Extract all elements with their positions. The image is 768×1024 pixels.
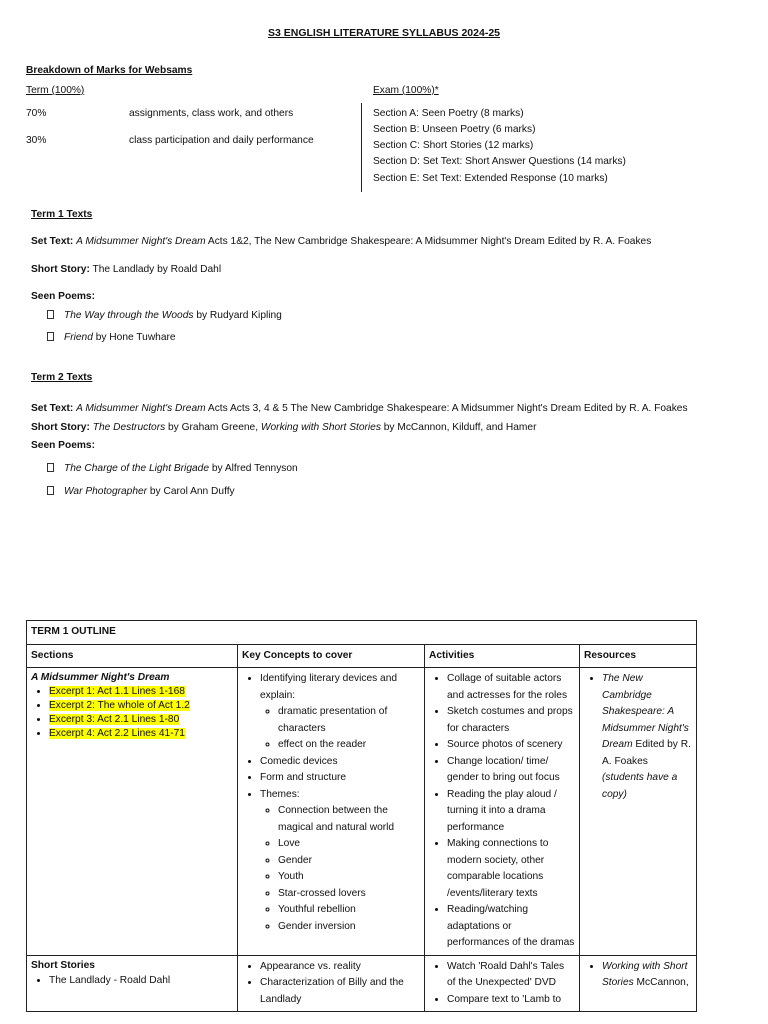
table-header-row bbox=[27, 644, 697, 668]
sections-cell bbox=[27, 955, 238, 1012]
poem-title: Friend bbox=[64, 332, 93, 343]
list-item: ◦ Gender inversion bbox=[278, 919, 420, 936]
term1-poem-1 bbox=[47, 310, 282, 323]
poem-author: by Alfred Tennyson bbox=[208, 463, 298, 474]
term1-set-text bbox=[31, 236, 651, 249]
list-item: • Excerpt 2: The whole of Act 1.2 bbox=[49, 699, 233, 713]
list-item: • Identifying literary devices and explain: ◦ dramatic presentation of characters ◦ effect on the reader bbox=[260, 671, 420, 754]
term2-poem-1 bbox=[47, 463, 298, 476]
list-item: • Comedic devices bbox=[260, 754, 420, 771]
list-item: • Sketch costumes and props for characters bbox=[447, 704, 575, 737]
resources-cell bbox=[580, 955, 697, 1012]
poem-title: The Way through the Woods bbox=[64, 310, 194, 321]
list-item: • Source photos of scenery bbox=[447, 737, 575, 754]
header-activities: Activities bbox=[425, 644, 580, 668]
exam-row-a: Section A: Seen Poetry (8 marks) bbox=[373, 108, 524, 119]
term2-short-story bbox=[31, 422, 536, 435]
term2-set-text bbox=[31, 403, 688, 416]
concepts-list bbox=[242, 671, 420, 935]
term-desc-2: class participation and daily performance bbox=[129, 135, 314, 146]
list-item: • Compare text to 'Lamb to bbox=[447, 992, 575, 1009]
section-title: Short Stories bbox=[31, 959, 95, 971]
header-resources: Resources bbox=[580, 644, 697, 668]
table-row bbox=[27, 668, 697, 956]
poem-author: by Hone Tuwhare bbox=[92, 332, 176, 343]
short-story-title-2: Working with Short Stories bbox=[260, 422, 381, 433]
list-item: • Change location/ time/ gender to bring out focus bbox=[447, 754, 575, 787]
list-item: ◦ Youth bbox=[278, 869, 420, 886]
poem-title: The Charge of the Light Brigade bbox=[64, 463, 209, 474]
short-story-title-1: The Destructors bbox=[92, 422, 166, 433]
list-item: ◦ effect on the reader bbox=[278, 737, 420, 754]
term-pct-2: 30% bbox=[26, 135, 47, 146]
resources-list bbox=[584, 959, 692, 992]
exam-heading: Exam (100%)* bbox=[373, 85, 439, 96]
set-text-title: A Midsummer Night's Dream bbox=[76, 236, 206, 247]
activities-list bbox=[429, 671, 575, 952]
activities-cell bbox=[425, 955, 580, 1012]
list-item: • Working with Short Stories McCannon, bbox=[602, 959, 692, 992]
header-key-concepts: Key Concepts to cover bbox=[238, 644, 425, 668]
term2-seen-poems-label: Seen Poems: bbox=[31, 440, 95, 451]
list-item: • Making connections to modern society, other comparable locations /events/literary texts bbox=[447, 836, 575, 902]
stories-list bbox=[31, 973, 233, 990]
list-item: ◦ Gender bbox=[278, 853, 420, 870]
list-item: • The Landlady - Roald Dahl bbox=[49, 973, 233, 990]
list-item: ◦ Star-crossed lovers bbox=[278, 886, 420, 903]
short-story-label: Short Story: bbox=[31, 422, 90, 433]
set-text-rest: Acts Acts 3, 4 & 5 The New Cambridge Shakespeare: A Midsummer Night's Dream Edited by R. A. Foakes bbox=[205, 403, 688, 414]
set-text-rest: Acts 1&2, The New Cambridge Shakespeare: A Midsummer Night's Dream Edited by R. A. Foakes bbox=[205, 236, 652, 247]
term1-seen-poems-label: Seen Poems: bbox=[31, 291, 95, 302]
term2-poem-2 bbox=[47, 486, 235, 499]
exam-row-d: Section D: Set Text: Short Answer Questions (14 marks) bbox=[373, 156, 626, 167]
poem-author: by Rudyard Kipling bbox=[193, 310, 282, 321]
term2-heading: Term 2 Texts bbox=[31, 372, 93, 383]
list-item: • Form and structure bbox=[260, 770, 420, 787]
list-item: • The New Cambridge Shakespeare: A Midsummer Night's Dream Edited by R. A. Foakes (students have a copy) bbox=[602, 671, 692, 803]
marks-heading: Breakdown of Marks for Websams bbox=[26, 65, 193, 76]
term-heading: Term (100%) bbox=[26, 85, 85, 96]
exam-row-b: Section B: Unseen Poetry (6 marks) bbox=[373, 124, 536, 135]
exam-row-c: Section C: Short Stories (12 marks) bbox=[373, 140, 534, 151]
set-text-label: Set Text: bbox=[31, 236, 74, 247]
list-item: • Excerpt 4: Act 2.2 Lines 41-71 bbox=[49, 727, 233, 741]
table-title-row bbox=[27, 621, 697, 645]
poem-author: by Carol Ann Duffy bbox=[147, 486, 235, 497]
section-title: A Midsummer Night's Dream bbox=[31, 672, 170, 683]
divider bbox=[361, 103, 362, 192]
table-title: TERM 1 OUTLINE bbox=[27, 621, 697, 645]
checkbox-icon bbox=[47, 310, 54, 319]
set-text-label: Set Text: bbox=[31, 403, 74, 414]
list-item: • Reading the play aloud / turning it into a drama performance bbox=[447, 787, 575, 837]
list-item: • Reading/watching adaptations or performances of the dramas bbox=[447, 902, 575, 952]
resources-cell bbox=[580, 668, 697, 956]
term1-poem-2 bbox=[47, 332, 176, 345]
table-row bbox=[27, 955, 697, 1012]
concepts-list bbox=[242, 959, 420, 1009]
short-story-end: by McCannon, Kilduff, and Hamer bbox=[380, 422, 537, 433]
checkbox-icon bbox=[47, 463, 54, 472]
excerpt-list bbox=[31, 685, 233, 741]
sections-cell bbox=[27, 668, 238, 956]
header-sections: Sections bbox=[27, 644, 238, 668]
list-item: ◦ Connection between the magical and natural world bbox=[278, 803, 420, 836]
term1-outline-table bbox=[26, 620, 697, 1012]
list-item: • Characterization of Billy and the Landlady bbox=[260, 975, 420, 1008]
list-item: • Excerpt 3: Act 2.1 Lines 1-80 bbox=[49, 713, 233, 727]
concepts-cell bbox=[238, 955, 425, 1012]
short-story-label: Short Story: bbox=[31, 264, 90, 275]
short-story-mid: by Graham Greene, bbox=[165, 422, 261, 433]
list-item: • Watch 'Roald Dahl's Tales of the Unexpected' DVD bbox=[447, 959, 575, 992]
checkbox-icon bbox=[47, 332, 54, 341]
activities-list bbox=[429, 959, 575, 1009]
list-item: ◦ dramatic presentation of characters bbox=[278, 704, 420, 737]
resources-list bbox=[584, 671, 692, 803]
term-desc-1: assignments, class work, and others bbox=[129, 108, 294, 119]
set-text-title: A Midsummer Night's Dream bbox=[76, 403, 206, 414]
list-item: • Themes: ◦ Connection between the magical and natural world ◦ Love ◦ Gender ◦ Youth ◦ Star-crossed lovers ◦ Youthful rebellion ◦ Gender inversion bbox=[260, 787, 420, 936]
term1-short-story bbox=[31, 264, 221, 277]
term-pct-1: 70% bbox=[26, 108, 47, 119]
short-story: The Landlady by Roald Dahl bbox=[89, 264, 222, 275]
checkbox-icon bbox=[47, 486, 54, 495]
list-item: • Collage of suitable actors and actresses for the roles bbox=[447, 671, 575, 704]
page-title: S3 ENGLISH LITERATURE SYLLABUS 2024-25 bbox=[267, 27, 501, 39]
term1-heading: Term 1 Texts bbox=[31, 209, 93, 220]
exam-row-e: Section E: Set Text: Extended Response (10 marks) bbox=[373, 173, 608, 184]
activities-cell bbox=[425, 668, 580, 956]
list-item: • Excerpt 1: Act 1.1 Lines 1-168 bbox=[49, 685, 233, 699]
list-item: • Appearance vs. reality bbox=[260, 959, 420, 976]
list-item: ◦ Love bbox=[278, 836, 420, 853]
poem-title: War Photographer bbox=[64, 486, 148, 497]
list-item: ◦ Youthful rebellion bbox=[278, 902, 420, 919]
concepts-cell bbox=[238, 668, 425, 956]
